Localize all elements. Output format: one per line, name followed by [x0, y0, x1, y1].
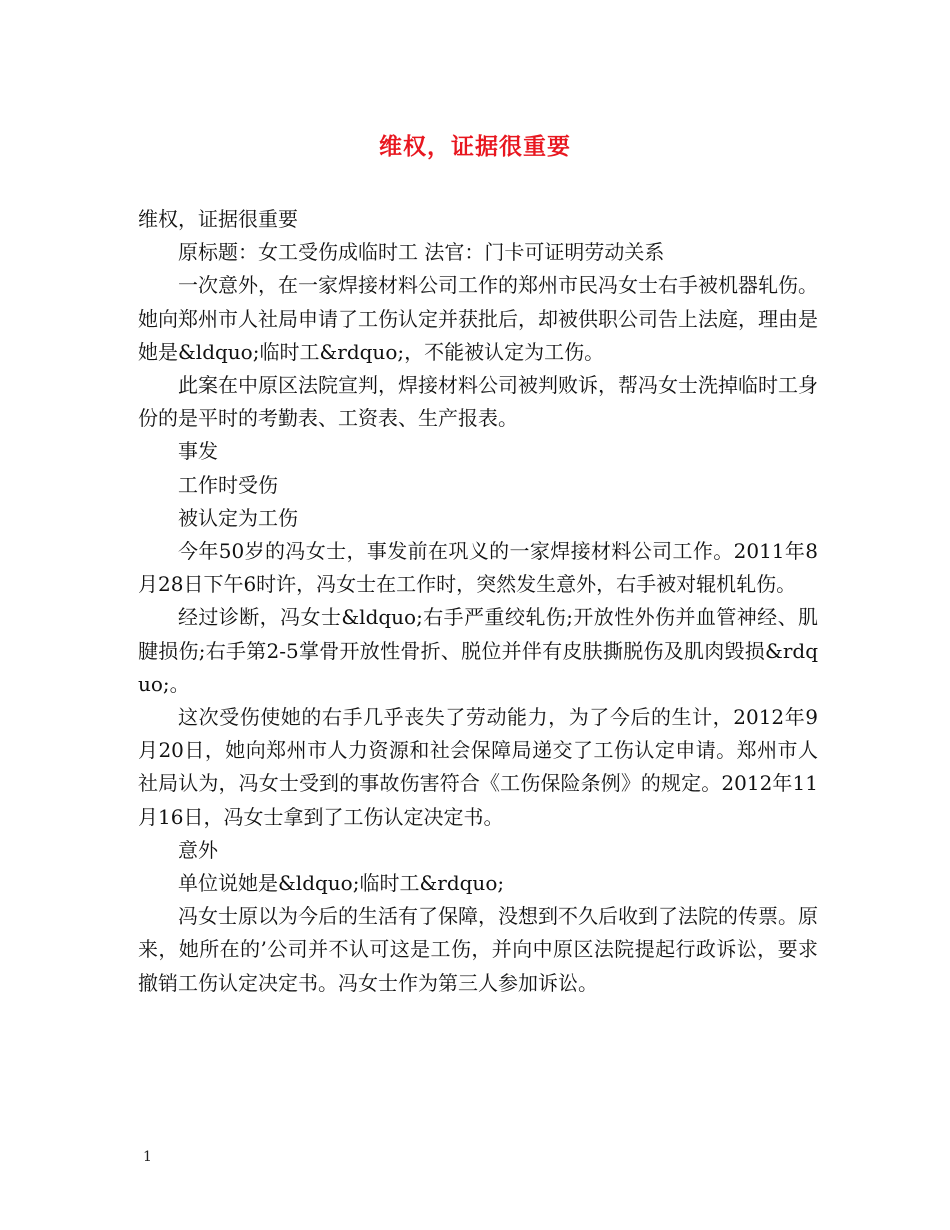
- document-title: 维权，证据很重要: [379, 133, 571, 160]
- section-heading: 工作时受伤: [178, 472, 278, 497]
- section-heading: 单位说她是&ldquo;临时工&rdquo;: [178, 871, 505, 896]
- document-body: [138, 203, 818, 1000]
- section-heading: 事发: [178, 439, 218, 464]
- paragraph: 一次意外，在一家焊接材料公司工作的郑州市民冯女士右手被机器轧伤。她向郑州市人社局申请了工伤认定并获批后，却被供职公司告上法庭，理由是她是&ldquo;临时工&rdquo;，不能被认定为工伤。: [138, 273, 818, 364]
- section-heading: 被认定为工伤: [178, 505, 298, 530]
- paragraph: 今年50岁的冯女士，事发前在巩义的一家焊接材料公司工作。2011年8月28日下午6时许，冯女士在工作时，突然发生意外，右手被对辊机轧伤。: [138, 539, 818, 597]
- paragraph: 此案在中原区法院宣判，焊接材料公司被判败诉，帮冯女士洗掉临时工身份的是平时的考勤表、工资表、生产报表。: [138, 373, 818, 431]
- page-number: 1: [143, 1149, 152, 1165]
- paragraph: 冯女士原以为今后的生活有了保障，没想到不久后收到了法院的传票。原来，她所在的’公司并不认可这是工伤，并向中原区法院提起行政诉讼，要求撤销工伤认定决定书。冯女士作为第三人参加诉讼。: [138, 904, 818, 995]
- paragraph: 这次受伤使她的右手几乎丧失了劳动能力，为了今后的生计，2012年9月20日，她向郑州市人力资源和社会保障局递交了工伤认定申请。郑州市人社局认为，冯女士受到的事故伤害符合《工伤保险条例》的规定。2012年11月16日，冯女士拿到了工伤认定决定书。: [138, 705, 818, 829]
- paragraph-original-title: 原标题：女工受伤成临时工 法官：门卡可证明劳动关系: [178, 240, 665, 265]
- paragraph: 经过诊断，冯女士&ldquo;右手严重绞轧伤;开放性外伤并血管神经、肌腱损伤;右手第2-5掌骨开放性骨折、脱位并伴有皮肤撕脱伤及肌肉毁损&rdquo;。: [138, 605, 818, 696]
- paragraph-heading: 维权，证据很重要: [138, 207, 298, 231]
- section-heading: 意外: [178, 837, 218, 862]
